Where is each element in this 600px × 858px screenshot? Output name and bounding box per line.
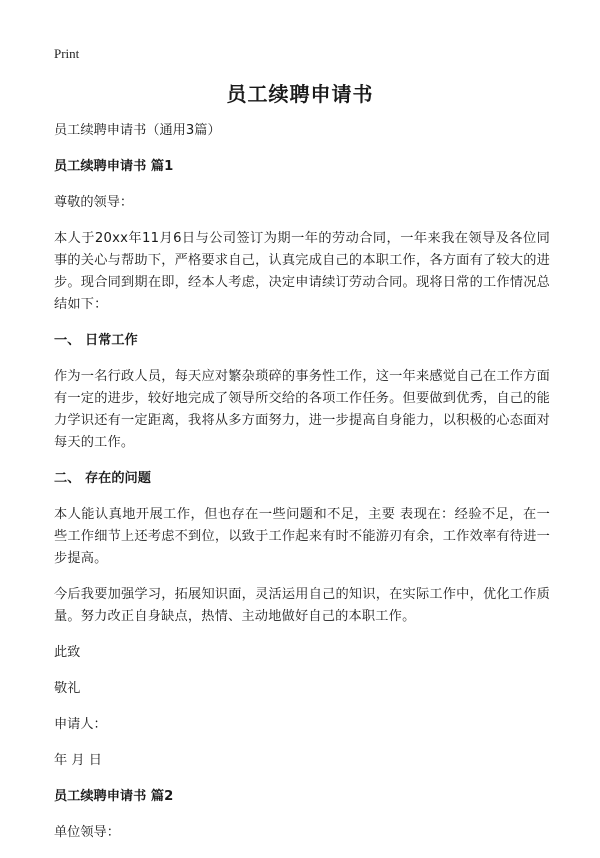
section2-body: 本人能认真地开展工作，但也存在一些问题和不足，主要 表现在：经验不足，在一些工作细节上还考虑不到位，以致于工作起来有时不能游刃有余，工作效率有待进一步提高。	[54, 507, 550, 566]
document-body	[54, 120, 550, 858]
part2-heading: 员工续聘申请书 篇2	[54, 789, 174, 804]
part1-heading: 员工续聘申请书 篇1	[54, 159, 174, 174]
part1-intro: 本人于20xx年11月6日与公司签订为期一年的劳动合同，一年来我在领导及各位同事的关心与帮助下，严格要求自己，认真完成自己的本职工作，各方面有了较大的进步。现合同到期在即，经本人考虑，决定申请续订劳动合同。现将日常的工作情况总结如下：	[54, 231, 550, 312]
sign-off-line-1: 此致	[54, 645, 81, 660]
section1-heading: 一、 日常工作	[54, 333, 138, 348]
print-label: Print	[54, 46, 80, 61]
section1-body: 作为一名行政人员，每天应对繁杂琐碎的事务性工作，这一年来感觉自己在工作方面有一定的进步，较好地完成了领导所交给的各项工作任务。但要做到优秀，自己的能力学识还有一定距离，我将从多方面努力，进一步提高自身能力，以积极的心态面对每天的工作。	[54, 369, 550, 450]
applicant-line: 申请人：	[54, 717, 107, 732]
part2-salutation: 单位领导：	[54, 825, 120, 840]
part1-salutation: 尊敬的领导：	[54, 195, 134, 210]
document-subtitle: 员工续聘申请书（通用3篇）	[54, 123, 221, 138]
page-title: 员工续聘申请书	[226, 82, 374, 106]
closing-body: 今后我要加强学习，拓展知识面，灵活运用自己的知识，在实际工作中，优化工作质量。努力改正自身缺点，热情、主动地做好自己的本职工作。	[54, 587, 550, 624]
date-line: 年 月 日	[54, 753, 102, 768]
sign-off-line-2: 敬礼	[54, 681, 81, 696]
section2-heading: 二、 存在的问题	[54, 471, 151, 486]
